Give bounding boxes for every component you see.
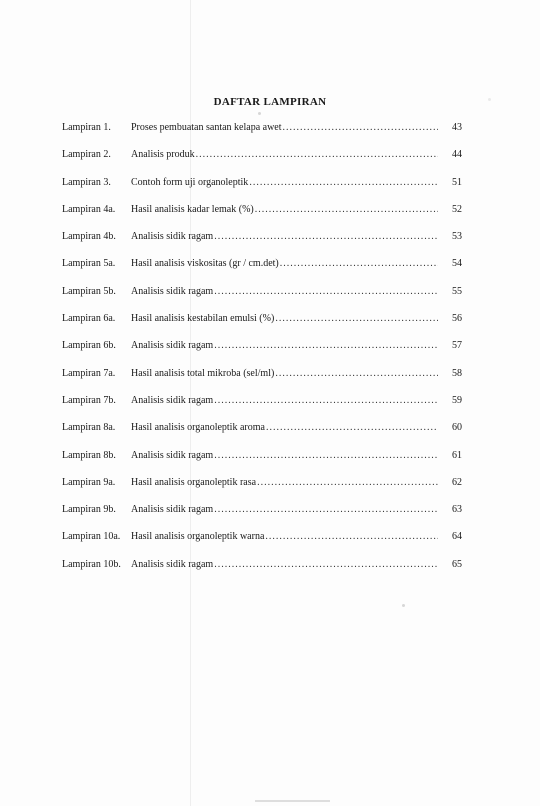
appendix-description <box>131 504 442 515</box>
appendix-description <box>131 149 442 160</box>
page-number: 55 <box>452 285 462 297</box>
appendix-description <box>131 122 442 133</box>
appendix-title: Analisis sidik ragam <box>131 504 214 516</box>
appendix-description <box>131 286 442 297</box>
appendix-title: Hasil analisis kestabilan emulsi (%) <box>131 313 275 325</box>
appendix-label: Lampiran 3. <box>62 176 111 188</box>
appendix-title: Hasil analisis kadar lemak (%) <box>131 203 254 215</box>
appendix-title: Hasil analisis organoleptik rasa <box>131 476 257 488</box>
dot-leader <box>249 177 438 188</box>
list-item <box>62 504 462 531</box>
appendix-label: Lampiran 9a. <box>62 476 116 488</box>
page-number: 53 <box>452 231 462 243</box>
appendix-description <box>131 559 442 570</box>
appendix-label: Lampiran 6b. <box>62 340 116 352</box>
appendix-label: Lampiran 4b. <box>62 231 116 243</box>
dot-leader <box>280 258 438 269</box>
appendix-title: Analisis sidik ragam <box>131 340 214 352</box>
page-number: 44 <box>452 149 462 161</box>
appendix-label: Lampiran 4a. <box>62 203 116 215</box>
page-number: 61 <box>452 449 462 461</box>
scan-speck <box>258 112 261 115</box>
appendix-label: Lampiran 7b. <box>62 394 116 406</box>
appendix-label: Lampiran 5a. <box>62 258 116 270</box>
appendix-description <box>131 450 442 461</box>
list-item <box>62 422 462 449</box>
dot-leader <box>214 286 438 297</box>
page-number: 56 <box>452 313 462 325</box>
list-item <box>62 531 462 558</box>
appendix-label: Lampiran 8b. <box>62 449 116 461</box>
appendix-title: Hasil analisis viskositas (gr / cm.det) <box>131 258 279 270</box>
dot-leader <box>214 340 438 351</box>
list-item <box>62 149 462 176</box>
page-number: 59 <box>452 394 462 406</box>
appendix-description <box>131 422 442 433</box>
appendix-label: Lampiran 2. <box>62 149 111 161</box>
page-number: 52 <box>452 203 462 215</box>
appendix-description <box>131 477 442 488</box>
page-number: 60 <box>452 422 462 434</box>
appendix-title: Analisis produk <box>131 149 195 161</box>
dot-leader <box>214 559 438 570</box>
list-item <box>62 258 462 285</box>
list-item <box>62 368 462 395</box>
list-item <box>62 450 462 477</box>
page-title: DAFTAR LAMPIRAN <box>213 96 327 108</box>
list-item <box>62 477 462 504</box>
appendix-description <box>131 531 442 542</box>
appendix-label: Lampiran 5b. <box>62 285 116 297</box>
appendix-description <box>131 313 442 324</box>
appendix-label: Lampiran 1. <box>62 122 111 133</box>
appendix-description <box>131 368 442 379</box>
appendix-title: Hasil analisis organoleptik aroma <box>131 422 265 434</box>
appendix-title: Contoh form uji organoleptik <box>131 176 249 188</box>
appendix-title: Analisis sidik ragam <box>131 394 214 406</box>
appendix-description <box>131 258 442 269</box>
dot-leader <box>275 313 438 324</box>
page-number: 62 <box>452 476 462 488</box>
list-item <box>62 395 462 422</box>
appendix-title: Proses pembuatan santan kelapa awet <box>131 122 282 133</box>
scan-speck <box>402 604 405 607</box>
list-item <box>62 177 462 204</box>
dot-leader <box>255 204 438 215</box>
page-number: 57 <box>452 340 462 352</box>
appendix-label: Lampiran 10a. <box>62 531 121 543</box>
appendix-title: Analisis sidik ragam <box>131 449 214 461</box>
list-item <box>62 231 462 258</box>
appendix-label: Lampiran 6a. <box>62 313 116 325</box>
list-item <box>62 313 462 340</box>
page-number: 64 <box>452 531 462 543</box>
page-number: 43 <box>452 122 462 133</box>
appendix-title: Hasil analisis total mikroba (sel/ml) <box>131 367 275 379</box>
list-item <box>62 286 462 313</box>
appendix-title: Hasil analisis organoleptik warna <box>131 531 265 543</box>
scan-bottom-mark <box>255 800 330 802</box>
page-number: 58 <box>452 367 462 379</box>
list-item <box>62 340 462 367</box>
appendix-label: Lampiran 7a. <box>62 367 116 379</box>
dot-leader <box>196 149 438 160</box>
page-number: 65 <box>452 558 462 570</box>
page-number: 51 <box>452 176 462 188</box>
dot-leader <box>283 122 438 133</box>
page-number: 63 <box>452 504 462 516</box>
appendix-label: Lampiran 8a. <box>62 422 116 434</box>
dot-leader <box>214 395 438 406</box>
appendix-title: Analisis sidik ragam <box>131 558 214 570</box>
appendix-description <box>131 231 442 242</box>
appendix-description <box>131 177 442 188</box>
list-item <box>62 122 462 149</box>
appendix-title: Analisis sidik ragam <box>131 285 214 297</box>
dot-leader <box>266 422 438 433</box>
appendix-label: Lampiran 10b. <box>62 558 121 570</box>
appendix-label: Lampiran 9b. <box>62 504 116 516</box>
dot-leader <box>265 531 438 542</box>
appendix-list <box>62 122 462 586</box>
dot-leader <box>214 450 438 461</box>
list-item <box>62 204 462 231</box>
dot-leader <box>214 231 438 242</box>
appendix-description <box>131 395 442 406</box>
dot-leader <box>214 504 438 515</box>
appendix-description <box>131 340 442 351</box>
appendix-description <box>131 204 442 215</box>
appendix-title: Analisis sidik ragam <box>131 231 214 243</box>
dot-leader <box>257 477 438 488</box>
page-number: 54 <box>452 258 462 270</box>
list-item <box>62 559 462 586</box>
dot-leader <box>275 368 438 379</box>
